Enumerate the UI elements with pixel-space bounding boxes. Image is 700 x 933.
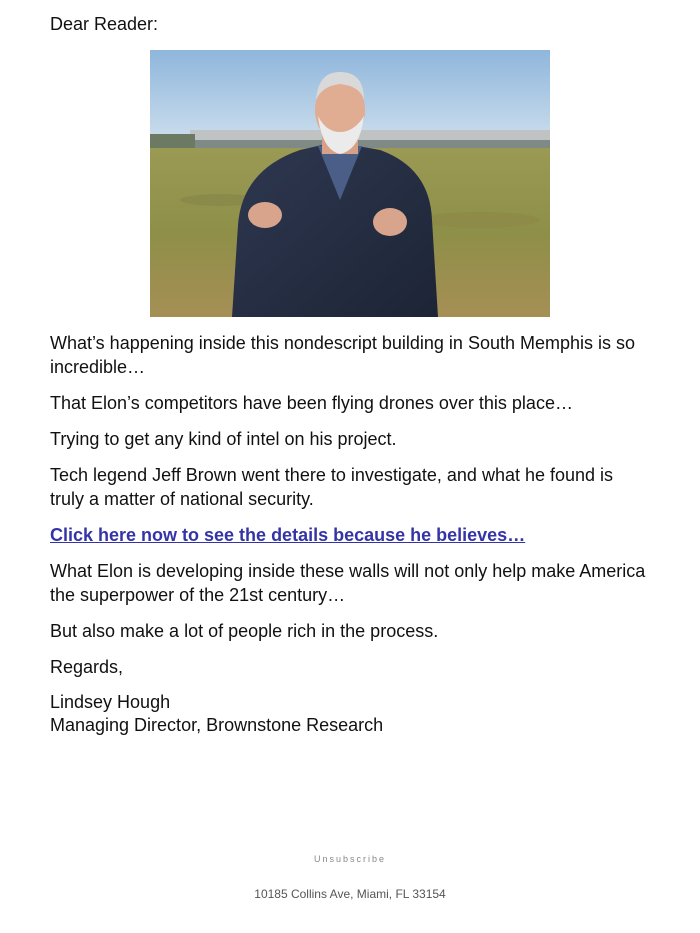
details-link[interactable]: Click here now to see the details because he believes… bbox=[50, 525, 526, 545]
paragraph: Trying to get any kind of intel on his project. bbox=[50, 429, 397, 449]
paragraph: But also make a lot of people rich in the process. bbox=[50, 621, 439, 641]
paragraph: That Elon’s competitors have been flying drones over this place… bbox=[50, 393, 573, 413]
signature-name: Lindsey Hough bbox=[50, 692, 171, 712]
email-body bbox=[50, 12, 652, 737]
hero-image bbox=[150, 50, 550, 317]
signature bbox=[50, 691, 652, 737]
greeting: Dear Reader: bbox=[50, 14, 159, 34]
paragraph: Tech legend Jeff Brown went there to investigate, and what he found is truly a matter of national security. bbox=[50, 465, 614, 509]
closing: Regards, bbox=[50, 657, 124, 677]
paragraph: What Elon is developing inside these walls will not only help make America the superpower of the 21st century… bbox=[50, 561, 646, 605]
unsubscribe-link[interactable]: Unsubscribe bbox=[313, 854, 387, 864]
signature-title: Managing Director, Brownstone Research bbox=[50, 715, 384, 735]
footer-address: 10185 Collins Ave, Miami, FL 33154 bbox=[254, 887, 446, 901]
paragraph: What’s happening inside this nondescript building in South Memphis is so incredible… bbox=[50, 333, 636, 377]
